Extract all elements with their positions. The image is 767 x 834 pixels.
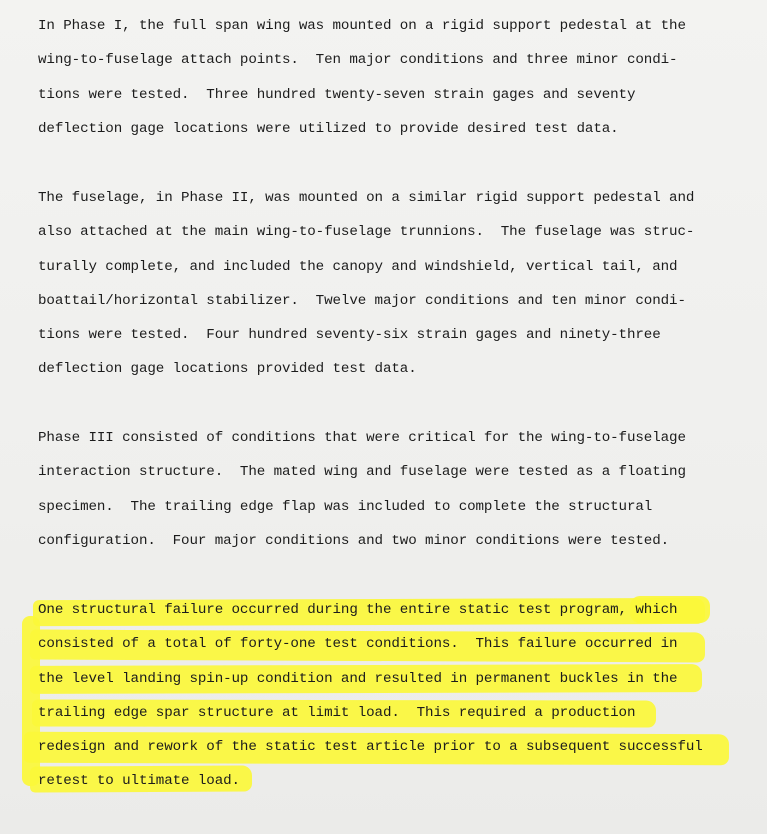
text-line: In Phase I, the full span wing was mounted on a rigid support pedestal at the bbox=[38, 18, 686, 34]
paragraph-structural-failure bbox=[38, 593, 728, 799]
text-line: deflection gage locations provided test data. bbox=[38, 361, 417, 378]
text-line: deflection gage locations were utilized to provide desired test data. bbox=[38, 120, 619, 137]
paragraph-phase-2 bbox=[38, 181, 728, 387]
text-line: The fuselage, in Phase II, was mounted on a similar rigid support pedestal and bbox=[38, 190, 695, 206]
paragraph-phase-1 bbox=[38, 9, 728, 146]
text-line: wing-to-fuselage attach points. Ten major conditions and three minor condi- bbox=[38, 52, 678, 69]
text-line: the level landing spin-up condition and resulted in permanent buckles in the bbox=[38, 670, 678, 687]
text-line: tions were tested. Three hundred twenty-seven strain gages and seventy bbox=[38, 86, 636, 103]
text-line: interaction structure. The mated wing and fuselage were tested as a floating bbox=[38, 464, 686, 481]
text-line: consisted of a total of forty-one test conditions. This failure occurred in bbox=[38, 636, 678, 653]
text-line: Phase III consisted of conditions that were critical for the wing-to-fuselage bbox=[38, 430, 686, 446]
text-line: One structural failure occurred during the entire static test program, which bbox=[38, 602, 678, 618]
text-line: configuration. Four major conditions and two minor conditions were tested. bbox=[38, 532, 670, 549]
text-line: turally complete, and included the canopy and windshield, vertical tail, and bbox=[38, 258, 678, 275]
text-line: specimen. The trailing edge flap was included to complete the structural bbox=[38, 498, 653, 515]
paragraph-phase-3 bbox=[38, 421, 728, 558]
text-line: retest to ultimate load. bbox=[38, 773, 240, 790]
text-line: boattail/horizontal stabilizer. Twelve major conditions and ten minor condi- bbox=[38, 292, 686, 309]
text-line: redesign and rework of the static test article prior to a subsequent successful bbox=[38, 739, 703, 756]
text-line: also attached at the main wing-to-fuselage trunnions. The fuselage was struc- bbox=[38, 224, 695, 241]
text-line: trailing edge spar structure at limit load. This required a production bbox=[38, 704, 636, 721]
text-line: tions were tested. Four hundred seventy-six strain gages and ninety-three bbox=[38, 327, 661, 344]
